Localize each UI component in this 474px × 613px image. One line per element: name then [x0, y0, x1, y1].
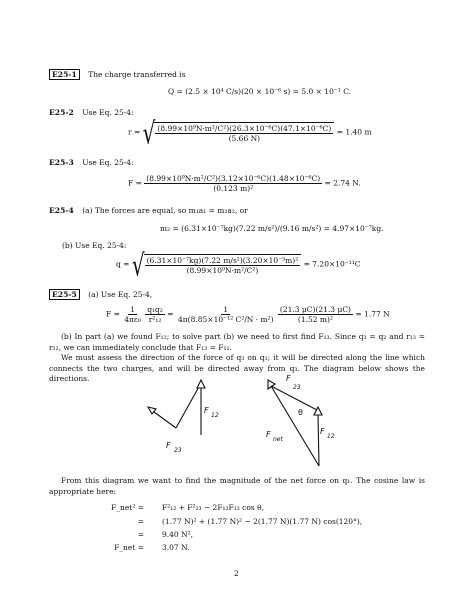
diagram-label: F [266, 430, 271, 439]
denominator: (8.99×10⁹N·m²/C²) [186, 266, 259, 275]
eq-rhs: = 7.20×10⁻¹¹C [303, 259, 361, 269]
numerator: 1 [130, 305, 135, 314]
denominator: (5.66 N) [228, 134, 261, 143]
denominator: 4π(8.85×10⁻¹² C²/N · m²) [177, 315, 274, 324]
denominator: r²₁₂ [148, 315, 162, 324]
problem-text: (a) The forces are equal, so m₁a₁ = m₂a₂, or [82, 206, 248, 215]
f12-vector-line [176, 383, 201, 428]
paragraph: We must assess the direction of the force of q₃ on q₁; it will be directed along the line which connects the two charges, and will be directed away from q₃. The diagram below shows the directions. [49, 353, 425, 383]
row-rhs: (1.77 N)² + (1.77 N)² − 2(1.77 N)(1.77 N) cos(120°), [162, 517, 363, 526]
paragraph: (b) In part (a) we found F₁₂; to solve part (b) we need to first find F₁₃. Since q₃ = q₂ and r₁₃ = r₁₂, we can immediately conclude that F₁₃ = F₁₂. [49, 332, 425, 352]
problem-label: E25-5 [49, 289, 80, 300]
problem-label: E25-4 [49, 206, 74, 215]
row-lhs: = [137, 517, 144, 526]
problem-text: Use Eq. 25-4: [82, 108, 134, 117]
page-number: 2 [234, 569, 239, 578]
diagram-label: F [286, 374, 291, 383]
arrowhead-icon [197, 380, 205, 388]
problem-text: Use Eq. 25-4: [82, 158, 134, 167]
problem-label: E25-1 [49, 69, 80, 80]
eq-lhs: r = [128, 127, 141, 137]
denominator: (0.123 m)² [213, 184, 254, 193]
row-lhs: F_net = [114, 543, 144, 552]
problem-label: E25-3 [49, 158, 74, 167]
problem-label: E25-2 [49, 108, 74, 117]
row-lhs: F_net² = [111, 503, 144, 512]
sqrt: √ $\frac{\text{(8.99×10⁹N·m²/C²)(26.3×10⁻⁶C)(47.1×10⁻⁶C)}}{(5.66 N)}$ [143, 122, 335, 143]
eq-lhs: q = [116, 259, 130, 269]
paragraph: From this diagram we want to find the magnitude of the net force on q₁. The cosine law is appropriate here: [49, 476, 425, 496]
row-rhs: 9.40 N², [162, 530, 194, 539]
diagram-label: 12 [211, 412, 219, 419]
diagram-label: F [320, 427, 325, 436]
diagram-label: 23 [174, 447, 182, 454]
f12-vector-right [318, 414, 319, 466]
numerator: 1 [223, 305, 229, 314]
problem-text: (a) Use Eq. 25-4, [88, 290, 153, 299]
arrowhead-icon [314, 407, 322, 415]
row-rhs: 3.07 N. [162, 543, 190, 552]
equation: m₂ = (6.31×10⁻⁷kg)(7.22 m/s²)/(9.16 m/s²) = 4.97×10⁻⁷kg. [160, 224, 384, 233]
diagram-label: 23 [293, 384, 301, 391]
eq-lhs: F = [106, 309, 120, 319]
numerator: q₁q₂ [147, 305, 163, 314]
eq-rhs: = 1.77 N [355, 309, 390, 319]
row-rhs: F²₁₂ + F²₂₃ − 2F₁₂F₁₃ cos θ, [162, 503, 264, 512]
eq-lhs: F = [128, 178, 142, 188]
row-lhs: = [137, 530, 144, 539]
theta-label: θ [298, 408, 303, 417]
numerator: (8.99×10⁹N·m²/C²)(3.12×10⁻⁶C)(1.48×10⁻⁶C) [146, 174, 321, 183]
numerator: (6.31×10⁻⁷kg)(7.22 m/s²)(3.20×10⁻³m)² [146, 256, 299, 265]
diagram-label: F [204, 406, 209, 415]
problem-text: (b) Use Eq. 25-4: [62, 241, 127, 250]
diagram-label: 12 [327, 433, 335, 440]
numerator: (8.99×10⁹N·m²/C²)(26.3×10⁻⁶C)(47.1×10⁻⁶C) [157, 124, 332, 133]
eq-rhs: = 2.74 N. [324, 178, 361, 188]
numerator: (21.3 μC)(21.3 μC) [279, 305, 351, 314]
denominator: (1.52 m)² [297, 315, 333, 324]
sqrt: √ $\frac{\text{(6.31×10⁻⁷kg)(7.22 m/s²)(3.20×10⁻³m)²}}{\text{(8.99×10⁹N·m²/C²)}}$ [132, 254, 301, 275]
eq-rhs: = 1.40 m [336, 127, 372, 137]
equation: Q = (2.5 × 10⁴ C/s)(20 × 10⁻⁶ s) = 5.0 × 10⁻¹ C. [168, 87, 352, 96]
eq-sign: = [167, 309, 174, 319]
problem-text: The charge transferred is [88, 70, 186, 79]
diagram-label: F [166, 441, 171, 450]
diagram-label: net [273, 436, 283, 443]
denominator: 4πε₀ [124, 315, 141, 324]
